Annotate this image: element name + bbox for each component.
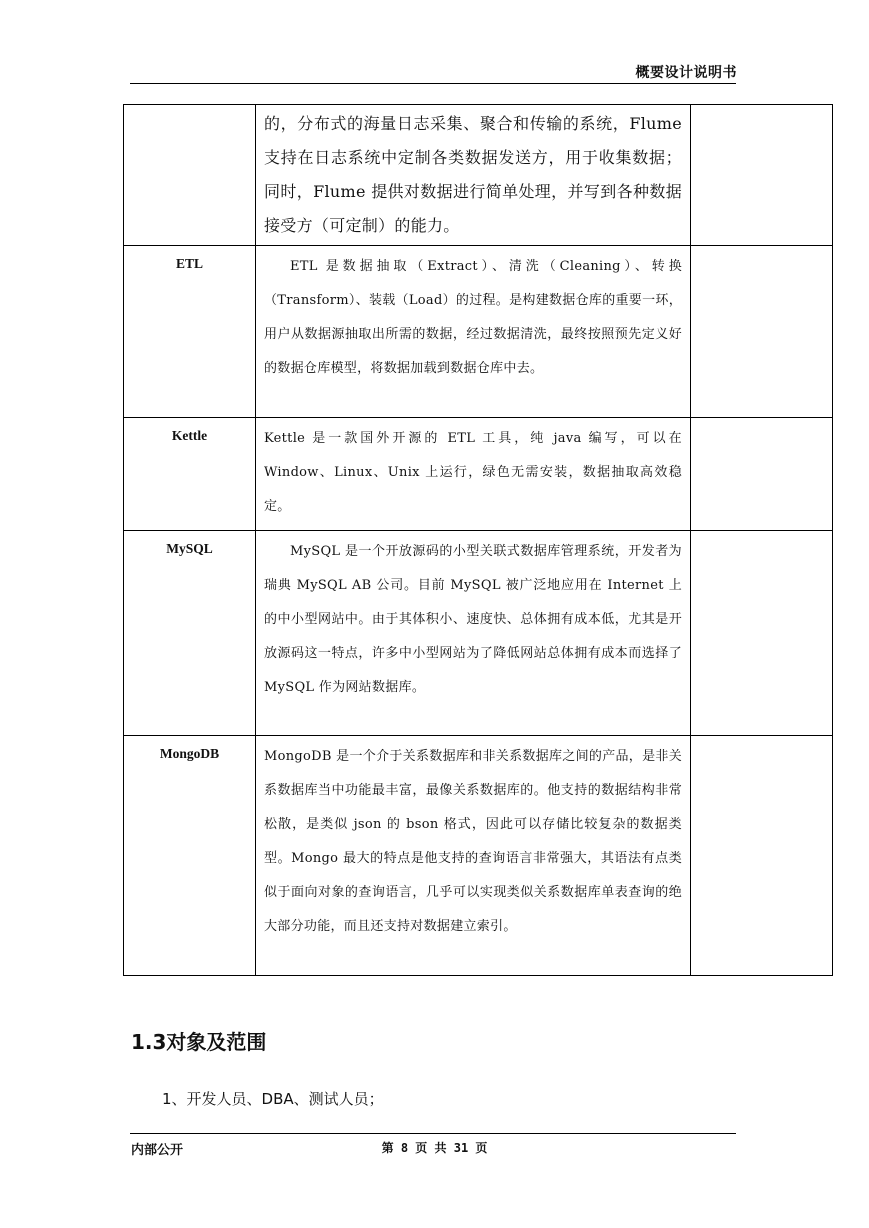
document-header-title: 概要设计说明书 [635,65,737,81]
section-heading: 1.3对象及范围 [131,1030,267,1054]
table-row [124,105,833,246]
note-cell [691,418,833,531]
description-text: 的，分布式的海量日志采集、聚合和传输的系统，Flume 支持在日志系统中定制各类数据发送方，用于收集数据；同时，Flume 提供对数据进行简单处理，并写到各种数据接受方（可定制）的能力。 [264,114,682,235]
page-number: 第 8 页 共 31 页 [381,1141,488,1155]
table-row [124,418,833,531]
note-cell [691,105,833,246]
table-row [124,531,833,736]
description-text: MySQL 是一个开放源码的小型关联式数据库管理系统，开发者为瑞典 MySQL AB 公司。目前 MySQL 被广泛地应用在 Internet 上的中小型网站中。由于其体积小、速度快、总体拥有成本低，尤其是开放源码这一特点，许多中小型网站为了降低网站总体拥有成本而选择了 MySQL 作为网站数据库。 [264,544,682,695]
note-cell [691,736,833,976]
note-cell [691,246,833,418]
footer-divider [130,1133,736,1134]
description-cell [256,531,691,736]
term-cell: MySQL [124,531,256,736]
footer-classification: 内部公开 [131,1143,184,1158]
description-cell [256,418,691,531]
term-cell [124,105,256,246]
description-text: MongoDB 是一个介于关系数据库和非关系数据库之间的产品，是非关系数据库当中功能最丰富，最像关系数据库的。他支持的数据结构非常松散，是类似 json 的 bson 格式，因此可以存储比较复杂的数据类型。Mongo 最大的特点是他支持的查询语言非常强大，其语法有点类似于面向对象的查询语言，几乎可以实现类似关系数据库单表查询的绝大部分功能，而且还支持对数据建立索引。 [264,749,682,934]
description-cell [256,246,691,418]
description-cell [256,736,691,976]
term-cell: ETL [124,246,256,418]
list-item: 1、开发人员、DBA、测试人员； [162,1090,384,1108]
description-text: Kettle 是一款国外开源的 ETL 工具，纯 java 编写，可以在 Window、Linux、Unix 上运行，绿色无需安装，数据抽取高效稳定。 [264,431,682,514]
term-cell: Kettle [124,418,256,531]
header-divider [130,83,736,84]
table-row [124,736,833,976]
description-text: ETL 是数据抽取（Extract）、清洗（Cleaning）、转换（Transform）、装载（Load）的过程。是构建数据仓库的重要一环，用户从数据源抽取出所需的数据，经过数据清洗，最终按照预先定义好的数据仓库模型，将数据加载到数据仓库中去。 [264,259,682,376]
term-cell: MongoDB [124,736,256,976]
description-cell [256,105,691,246]
table-row [124,246,833,418]
terms-table [123,104,833,976]
note-cell [691,531,833,736]
